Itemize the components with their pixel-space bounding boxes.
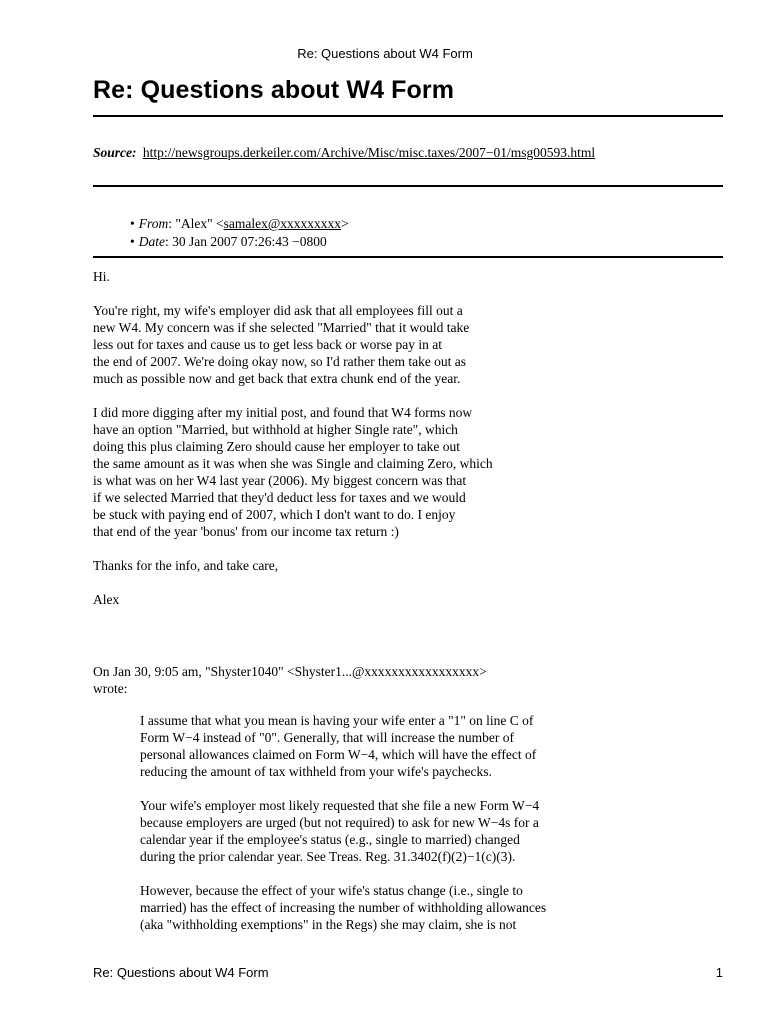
page-title: Re: Questions about W4 Form bbox=[93, 76, 455, 104]
from-email-link[interactable]: samalex@xxxxxxxxx bbox=[223, 216, 342, 231]
source-label: Source: bbox=[93, 145, 137, 160]
signature: Alex bbox=[93, 592, 120, 607]
title-divider bbox=[93, 115, 723, 117]
source-divider bbox=[93, 185, 723, 187]
page-number: 1 bbox=[715, 965, 723, 980]
thanks-line: Thanks for the info, and take care, bbox=[93, 558, 279, 573]
date-item bbox=[130, 233, 349, 251]
from-item bbox=[130, 215, 349, 233]
from-name: : "Alex" < bbox=[168, 216, 224, 231]
quoted-message bbox=[140, 712, 730, 950]
quote-paragraph-1: I assume that what you mean is having your wife enter a "1" on line C of Form W−4 instead of "0". Generally, that will increase the number of personal allowances claimed on Form W−4, which will have the effect of reducing the amount of tax withheld from your wife's paychecks. bbox=[140, 713, 537, 779]
body-paragraph-2: I did more digging after my initial post, and found that W4 forms now have an option "Married, but withhold at higher Single rate", which doing this plus claiming Zero should cause her employer to take out the same amount as it was when she was Single and claiming Zero, which is what was on her W4 last year (2006). My biggest concern was that if we selected Married that they'd deduct less for taxes and we would be stuck with paying end of 2007, which I don't want to do. I enjoy that end of the year 'bonus' from our income tax return :) bbox=[93, 405, 493, 539]
footer-title: Re: Questions about W4 Form bbox=[93, 965, 269, 980]
message-body bbox=[93, 268, 723, 625]
from-close: > bbox=[341, 216, 349, 231]
from-label: From bbox=[138, 216, 169, 231]
message-meta bbox=[130, 215, 349, 250]
meta-divider bbox=[93, 256, 723, 258]
source-line bbox=[93, 145, 595, 161]
date-label: Date bbox=[138, 233, 165, 249]
quote-paragraph-3: However, because the effect of your wife's status change (i.e., single to married) has the effect of increasing the number of withholding allowances (aka "withholding exemptions" in the Regs) she may claim, she is not bbox=[140, 883, 547, 932]
quote-attribution: On Jan 30, 9:05 am, "Shyster1040" <Shyster1...@xxxxxxxxxxxxxxxxx> wrote: bbox=[93, 664, 487, 696]
source-link[interactable]: http://newsgroups.derkeiler.com/Archive/Misc/misc.taxes/2007−01/msg00593.html bbox=[142, 145, 596, 160]
greeting: Hi. bbox=[93, 269, 110, 284]
date-value: : 30 Jan 2007 07:26:43 −0800 bbox=[164, 233, 327, 249]
running-header: Re: Questions about W4 Form bbox=[297, 46, 473, 61]
body-paragraph-1: You're right, my wife's employer did ask that all employees fill out a new W4. My concern was if she selected "Married" that it would take less out for taxes and cause us to get less back or worse pay in at the end of 2007. We're doing okay now, so I'd rather them take out as much as possible now and get back that extra chunk end of the year. bbox=[93, 303, 470, 386]
quote-paragraph-2: Your wife's employer most likely requested that she file a new Form W−4 because employers are urged (but not required) to ask for new W−4s for a calendar year if the employee's status (e.g., single to married) changed during the prior calendar year. See Treas. Reg. 31.3402(f)(2)−1(c)(3). bbox=[140, 798, 540, 864]
